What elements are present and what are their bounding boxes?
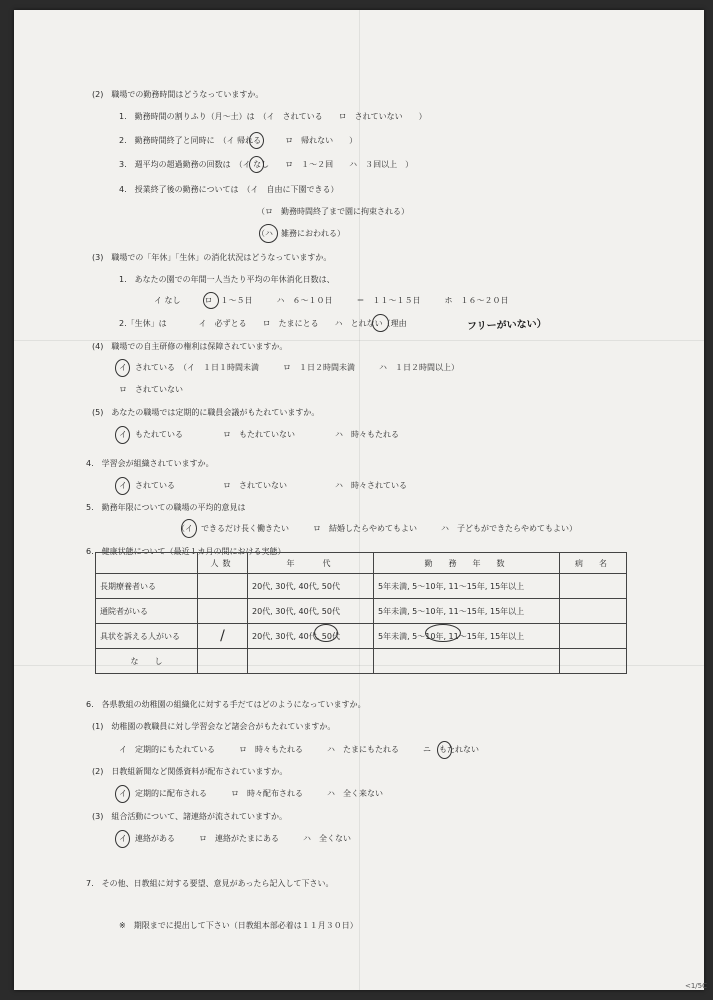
q-tenure-options: （イ できるだけ長く働きたい ロ 結婚したらやめてもよい ハ 子どもができたらやめてもよい） — [177, 524, 577, 533]
table-cell — [198, 599, 248, 624]
answer-circle — [115, 359, 130, 377]
table-header: 人数 — [198, 553, 248, 574]
q-org-title: 6. 各県教組の幼稚園の組織化に対する手だてはどのようになっていますか。 — [86, 700, 366, 709]
health-table — [95, 552, 627, 674]
q3-item-2: 2.「生休」は イ 必ずとる ロ たまにとる ハ とれない（理由 — [119, 319, 407, 328]
q2-item-2: 2. 勤務時間終了と同時に （イ 帰れる ロ 帰れない ） — [119, 136, 358, 145]
survey-sheet — [14, 10, 704, 990]
answer-circle — [259, 224, 278, 243]
archive-stamp: <1/5С — [684, 982, 707, 990]
table-cell: 具状を訴える人がいる — [96, 624, 198, 649]
answer-circle — [181, 519, 197, 538]
table-cell — [560, 574, 627, 599]
q2-item-4c: （ハ 雑務におわれる） — [257, 229, 345, 238]
answer-circle — [249, 156, 264, 173]
q5-title: (5) あなたの職場では定期的に職員会議がもたれていますか。 — [92, 408, 320, 417]
table-header — [96, 553, 198, 574]
q-org-s2-title: (2) 日教組新聞など関係資料が配布されていますか。 — [92, 767, 288, 776]
answer-circle — [425, 624, 461, 642]
q3-item-1-options: イ なし ロ １〜５日 ハ ６〜１０日 ＝ １１〜１５日 ホ １６〜２０日 — [154, 296, 509, 305]
table-cell — [560, 624, 627, 649]
table-cell — [198, 649, 248, 674]
footer-note: ※ 期限までに提出して下さい（日教組本部必着は１１月３０日） — [119, 921, 358, 930]
table-cell — [560, 599, 627, 624]
q2-title: (2) 職場での勤務時間はどうなっていますか。 — [92, 90, 264, 99]
table-cell: 5年未満, 5〜10年, 11〜15年, 15年以上 — [374, 599, 560, 624]
answer-circle — [372, 314, 389, 332]
q-org-s2-options: イ 定期的に配布される ロ 時々配布される ハ 全く来ない — [119, 789, 383, 798]
handwritten-reason: フリーがいない） — [466, 318, 547, 333]
table-header: 病 名 — [560, 553, 627, 574]
q-health-title: 6. 健康状態について（最近１カ月の間における実態） — [86, 547, 286, 556]
q2-item-4b: （ロ 勤務時間終了まで園に拘束される） — [257, 207, 409, 216]
table-row — [96, 574, 627, 599]
table-cell: 20代, 30代, 40代, 50代 — [248, 574, 374, 599]
q2-item-3: 3. 週平均の超過勤務の回数は （イ なし ロ １〜２回 ハ ３回以上 ） — [119, 160, 414, 169]
table-cell — [198, 574, 248, 599]
table-cell: 通院者がいる — [96, 599, 198, 624]
table-cell: 5年未満, 5〜10年, 11〜15年, 15年以上 — [374, 624, 560, 649]
q4-title: (4) 職場での自主研修の権利は保障されていますか。 — [92, 342, 288, 351]
q2-item-4: 4. 授業終了後の勤務については （イ 自由に下園できる） — [119, 185, 339, 194]
table-cell: / — [198, 624, 248, 649]
q3-item-1: 1. あなたの園での年間一人当たり平均の年休消化日数は、 — [119, 275, 335, 284]
answer-circle — [115, 477, 130, 495]
q3-title: (3) 職場での「年休」「生休」の消化状況はどうなっていますか。 — [92, 253, 332, 262]
table-header: 年 代 — [248, 553, 374, 574]
q-org-s3-options: イ 連絡がある ロ 連絡がたまにある ハ 全くない — [119, 834, 351, 843]
answer-circle — [437, 741, 452, 759]
answer-circle — [314, 624, 338, 642]
answer-circle — [115, 830, 130, 848]
q4-line-2: ロ されていない — [119, 385, 183, 394]
answer-circle — [115, 785, 130, 803]
table-cell: な し — [96, 649, 198, 674]
table-cell — [248, 649, 374, 674]
answer-circle — [203, 292, 219, 309]
table-header-row — [96, 553, 627, 574]
fold-line — [14, 340, 704, 341]
table-header: 勤 務 年 数 — [374, 553, 560, 574]
q-tenure-title: 5. 勤務年限についての職場の平均的意見は — [86, 503, 246, 512]
q4-line-1: イ されている （イ １日１時間未満 ロ １日２時間未満 ハ １日２時間以上） — [119, 363, 459, 372]
q-org-s3-title: (3) 組合活動について、諸連絡が流されていますか。 — [92, 812, 288, 821]
table-row — [96, 624, 627, 649]
q2-item-1: 1. 勤務時間の割りふり（月〜土）は （イ されている ロ されていない ） — [119, 112, 427, 121]
table-cell — [560, 649, 627, 674]
q-study-title: 4. 学習会が組織されていますか。 — [86, 459, 214, 468]
table-cell: 20代, 30代, 40代, 50代 — [248, 599, 374, 624]
q-org-s1-title: (1) 幼稚園の教職員に対し学習会など諸会合がもたれていますか。 — [92, 722, 336, 731]
table-cell: 5年未満, 5〜10年, 11〜15年, 15年以上 — [374, 574, 560, 599]
q5-options: イ もたれている ロ もたれていない ハ 時々もたれる — [119, 430, 399, 439]
answer-circle — [115, 426, 130, 444]
fold-line — [359, 10, 360, 990]
q-org-s1-options: イ 定期的にもたれている ロ 時々もたれる ハ たまにもたれる ニ もたれない — [119, 745, 479, 754]
answer-circle — [249, 132, 264, 149]
q-study-options: イ されている ロ されていない ハ 時々されている — [119, 481, 407, 490]
table-cell: 長期療養者いる — [96, 574, 198, 599]
table-cell — [374, 649, 560, 674]
table-cell: 20代, 30代, 40代, 50代 — [248, 624, 374, 649]
table-row — [96, 599, 627, 624]
q-other-title: 7. その他、日教組に対する要望、意見があったら記入して下さい。 — [86, 879, 334, 888]
table-row — [96, 649, 627, 674]
